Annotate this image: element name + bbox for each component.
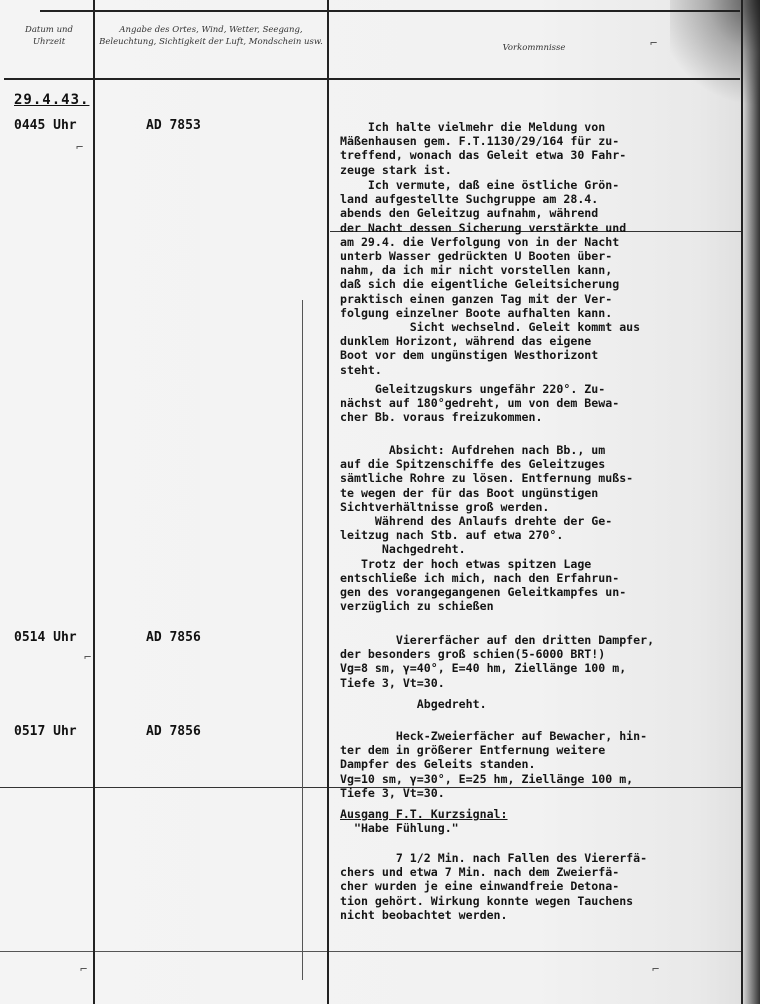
col-divider-place	[327, 0, 329, 1004]
signal-heading: Ausgang F.T. Kurzsignal:	[340, 807, 508, 821]
header-date-time: Datum und Uhrzeit	[25, 25, 73, 47]
entry-time: 0445 Uhr	[14, 118, 77, 133]
top-rule	[40, 10, 740, 12]
scan-mark: ⌐	[76, 140, 84, 154]
date-heading: 29.4.43.	[14, 92, 90, 108]
log-paragraph: Absicht: Aufdrehen nach Bb., um auf die Spitzenschiffe des Geleitzuges sämtliche Rohre zu lösen. Entfernung mußs- te wegen der für das Boot ungünstigen Sichtverhältnisse groß werden. Während des Anlaufs drehte der Ge- leitzug nach Stb. auf etwa 270°. Nachgedreht. Trotz der hoch etwas spitzen Lage entschließe ich mich, nach den Erfahrun- gen des vorangegangenen Geleitkampfes un- verzüglich zu schießen	[340, 443, 634, 614]
header-rule	[4, 78, 740, 80]
scan-mark: ⌐	[84, 650, 92, 664]
scan-mark: ⌐	[650, 36, 658, 50]
entry-location: AD 7856	[146, 724, 201, 739]
log-paragraph: Heck-Zweierfächer auf Bewacher, hin- ter dem in größerer Entfernung weitere Dampfer des Geleits standen. Vg=10 sm, γ=30°, E=25 hm, Ziellänge 100 m, Tiefe 3, Vt=30.	[340, 729, 648, 800]
signal-text: "Habe Fühlung."	[340, 821, 459, 835]
scan-mark: ⌐	[80, 962, 88, 976]
header-place-weather: Angabe des Ortes, Wind, Wetter, Seegang, Beleuchtung, Sichtigkeit der Luft, Mondschein usw.	[99, 25, 323, 47]
col-divider-inner	[302, 300, 303, 980]
bottom-rule	[0, 951, 742, 952]
entry-location: AD 7856	[146, 630, 201, 645]
closing-paragraph: 7 1/2 Min. nach Fallen des Viererfä- chers und etwa 7 Min. nach dem Zweierfä- cher wurden je eine einwandfreie Detona- tion gehört. Wirkung konnte wegen Tauchens nicht beobachtet werden.	[340, 851, 648, 922]
scan-corner-shadow	[670, 0, 760, 120]
log-paragraph: Geleitzugskurs ungefähr 220°. Zu- nächst auf 180°gedreht, um von dem Bewa- cher Bb. voraus freizukommen.	[340, 382, 620, 425]
entry-time: 0517 Uhr	[14, 724, 77, 739]
entry-time: 0514 Uhr	[14, 630, 77, 645]
col-divider-date	[93, 0, 95, 1004]
log-paragraph: Sicht wechselnd. Geleit kommt aus dunklem Horizont, während das eigene Boot vor dem ungünstigen Westhorizont steht.	[340, 320, 641, 377]
log-paragraph: Ich vermute, daß eine östliche Grön- land aufgestellte Suchgruppe am 28.4. abends den Geleitzug aufnahm, während der Nacht dessen Sicherung verstärkte und am 29.4. die Verfolgung von in der Nacht unterb Wasser gedrückten U Booten über- nahm, da ich mir nicht vorstellen kann, daß sich die eigentliche Geleitsicherung praktisch einen ganzen Tag mit der Ver- folgung einzelner Boote aufhalten kann.	[340, 178, 627, 320]
scan-edge-shadow	[742, 0, 760, 1004]
log-paragraph: Abgedreht.	[340, 697, 487, 711]
header-events: Vorkommnisse	[502, 43, 566, 53]
log-paragraph: Viererfächer auf den dritten Dampfer, der besonders groß schien(5-6000 BRT!) Vg=8 sm, γ=40°, E=40 hm, Ziellänge 100 m, Tiefe 3, Vt=30.	[340, 633, 655, 690]
log-paragraph: Ich halte vielmehr die Meldung von Mäßenhausen gem. F.T.1130/29/164 für zu- treffend, wonach das Geleit etwa 30 Fahr- zeuge stark ist.	[340, 120, 627, 177]
entry-location: AD 7853	[146, 118, 201, 133]
scan-mark: ⌐	[652, 962, 660, 976]
col-divider-right	[741, 0, 743, 1004]
